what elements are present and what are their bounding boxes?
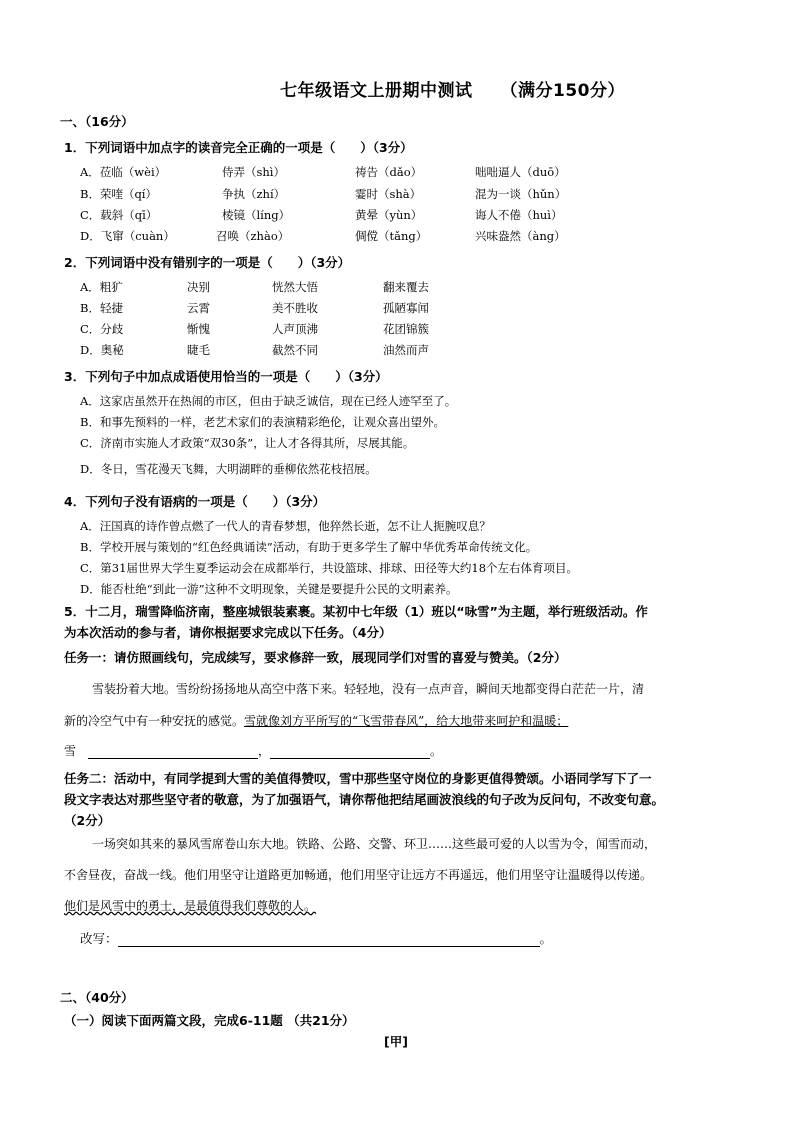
q1-stem: 1．下列词语中加点字的读音完全正确的一项是（ ）（3分） — [64, 140, 413, 155]
q1-b-2: 争执（zhí） — [222, 187, 286, 201]
q5-para2-line2: 不舍昼夜，奋战一线。他们用坚守让道路更加畅通，他们用坚守让远方不再遥远，他们用坚守让温暖得以传递。 — [64, 868, 653, 882]
q1-a-1: A．莅临（wèi） — [80, 165, 167, 179]
q5-rewrite-label: 改写： — [80, 931, 118, 946]
q2-a-1: A．粗犷 — [80, 280, 123, 294]
q2-c-4: 花团锦簇 — [383, 322, 429, 336]
title-main: 七年级语文上册期中测试 — [280, 81, 473, 101]
q5-para1-plain: 新的冷空气中有一种安抚的感觉。 — [64, 714, 245, 728]
q5-para1-line1: 雪装扮着大地。雪纷纷扬扬地从高空中落下来。轻轻地，没有一点声音，瞬间天地都变得白茫茫一片，清 — [92, 682, 645, 696]
q3-option-a: A．这家店虽然开在热闹的市区，但由于缺乏诚信，现在已经人迹罕至了。 — [80, 394, 457, 408]
q4-option-c: C．第31届世界大学生夏季运动会在成都举行，共设篮球、排球、田径等大约18个左右体育项目。 — [80, 561, 579, 575]
q1-d-1: D．飞窜（cuàn） — [80, 229, 175, 243]
page-title — [280, 76, 625, 101]
q2-d-2: 睫毛 — [187, 343, 210, 357]
q5-para1-line2 — [64, 712, 568, 729]
q1-a-3: 祷告（dǎo） — [355, 165, 423, 179]
q5-rewrite-line — [80, 929, 552, 947]
q1-b-4: 混为一谈（hǔn） — [475, 187, 567, 201]
q1-a-2: 侍弄（shì） — [222, 165, 285, 179]
q5-fill-comma: ， — [258, 744, 271, 758]
q2-d-1: D．奥秘 — [80, 343, 124, 357]
q5-stem-line2: 为本次活动的参与者，请你根据要求完成以下任务。（4分） — [64, 625, 392, 640]
q1-b-1: B．荣喹（qí） — [80, 187, 157, 201]
q1-b-3: 霎时（shà） — [355, 187, 422, 201]
q1-d-3: 倜傥（tǎng） — [355, 229, 428, 243]
q3-option-b: B．和事先预料的一样，老艺术家们的表演精彩绝伦，让观众喜出望外。 — [80, 415, 445, 429]
q1-d-2: 召唤（zhào） — [216, 229, 290, 243]
section2-label: 二、（40分） — [60, 990, 134, 1005]
q2-a-2: 决别 — [187, 280, 210, 294]
q2-b-2: 云霄 — [187, 301, 210, 315]
q1-d-4: 兴味盎然（àng） — [475, 229, 566, 243]
q2-b-3: 美不胜收 — [272, 301, 318, 315]
q2-c-1: C．分歧 — [80, 322, 124, 336]
section2-sub1: （一）阅读下面两篇文段，完成6-11题 （共21分） — [64, 1013, 355, 1028]
q5-task2-line3: （2分） — [64, 813, 111, 828]
q3-option-d: D．冬日，雪花漫天飞舞，大明湖畔的垂柳依然花枝招展。 — [80, 462, 377, 476]
q2-b-4: 孤陋寡闻 — [383, 301, 429, 315]
q1-c-4: 诲人不倦（huì） — [475, 208, 563, 222]
q3-option-c: C．济南市实施人才政策“双30条”，让人才各得其所，尽展其能。 — [80, 436, 415, 450]
q5-fill-blank-2[interactable] — [270, 745, 430, 759]
q2-b-1: B．轻捷 — [80, 301, 123, 315]
q4-stem: 4．下列句子没有语病的一项是（ ）（3分） — [64, 494, 326, 509]
q5-fill-blank-1[interactable] — [88, 745, 258, 759]
q4-option-d: D．能否杜绝“到此一游”这种不文明现象，关键是要提升公民的文明素养。 — [80, 582, 458, 596]
q5-task1: 任务一：请仿照画线句，完成续写，要求修辞一致，展现同学们对雪的喜爱与赞美。（2分） — [64, 650, 567, 665]
section2-jia: [甲] — [384, 1034, 408, 1049]
q5-fill-prefix: 雪 — [64, 744, 77, 758]
q5-para2-line3: 他们是风雪中的勇士，是最值得我们尊敬的人。 — [64, 899, 317, 913]
q2-a-4: 翻来覆去 — [383, 280, 429, 294]
q5-para1-underlined: 雪就像刘方平所写的“飞雪带春风”，给大地带来呵护和温暖； — [244, 714, 569, 728]
q1-c-3: 黄晕（yùn） — [355, 208, 423, 222]
q5-rewrite-blank[interactable] — [118, 933, 540, 947]
q4-option-b: B．学校开展与策划的“红色经典诵读”活动，有助于更多学生了解中华优秀革命传统文化。 — [80, 540, 538, 554]
title-score: （满分150分） — [500, 81, 625, 101]
q5-fill-period: 。 — [430, 744, 443, 758]
q5-para2-line1: 一场突如其来的暴风雪席卷山东大地。铁路、公路、交警、环卫……这些最可爱的人以雪为令，闻雪而动， — [92, 837, 657, 851]
q1-a-4: 咄咄逼人（duō） — [475, 165, 566, 179]
q4-option-a: A．汪国真的诗作曾点燃了一代人的青春梦想，他猝然长逝，怎不让人扼腕叹息？ — [80, 519, 491, 533]
q2-d-3: 截然不同 — [272, 343, 318, 357]
q2-stem: 2．下列词语中没有错别字的一项是（ ）（3分） — [64, 255, 351, 270]
q5-stem-line1: 5．十二月，瑞雪降临济南，整座城银装素裹。某初中七年级（1）班以“咏雪”为主题，举行班级活动。作 — [64, 604, 648, 619]
q2-c-2: 惭愧 — [187, 322, 210, 336]
q2-c-3: 人声顶沸 — [272, 322, 318, 336]
q1-c-1: C．载斜（qī） — [80, 208, 158, 222]
q2-d-4: 油然而声 — [383, 343, 429, 357]
q5-task2-line2: 段文字表达对那些坚守者的敬意，为了加强语气，请你帮他把结尾画波浪线的句子改为反问句，不改变句意。 — [64, 792, 665, 807]
q1-c-2: 棱镜（líng） — [222, 208, 291, 222]
q5-rewrite-end: 。 — [539, 931, 553, 946]
q2-a-3: 恍然大悟 — [272, 280, 318, 294]
section1-label: 一、（16分） — [60, 114, 134, 129]
q5-fill-line — [64, 742, 442, 759]
q3-stem: 3．下列句子中加点成语使用恰当的一项是（ ）（3分） — [64, 369, 388, 384]
q5-task2-line1: 任务二：活动中，有同学提到大雪的美值得赞叹，雪中那些坚守岗位的身影更值得赞颂。小语同学写下了一 — [64, 771, 652, 786]
